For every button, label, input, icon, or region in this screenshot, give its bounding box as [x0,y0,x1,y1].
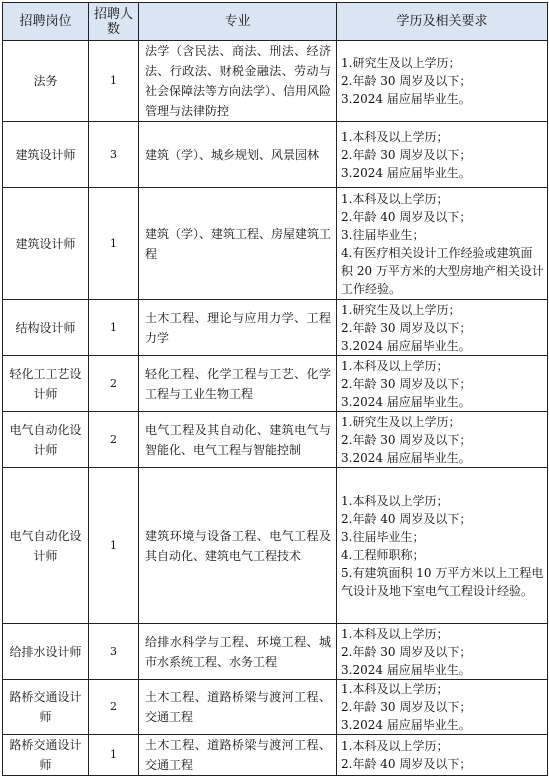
cell-position: 法务 [3,41,89,122]
requirement-item: 2.年龄 30 周岁及以下； [341,147,472,162]
cell-major: 建筑（学）、建筑工程、房屋建筑工程 [139,188,337,300]
cell-position: 轻化工工艺设计师 [3,356,89,412]
cell-requirements [337,188,548,300]
requirement-item: 3.2024 届应届毕业生。 [341,450,471,465]
table-row [3,188,548,300]
table-header [3,3,548,41]
requirement-item: 1.本科及以上学历； [341,493,449,508]
document-page [2,2,547,776]
recruitment-table [2,2,548,776]
cell-major: 土木工程、理论与应用力学、工程力学 [139,300,337,356]
cell-major: 土木工程、道路桥梁与渡河工程、交通工程 [139,680,337,735]
requirement-item: 1.研究生及以上学历； [341,302,461,317]
requirement-item: 3.2024 届应届毕业生。 [341,338,471,353]
requirement-item: 1.本科及以上学历； [341,129,449,144]
requirement-item: 3.2024 届应届毕业生。 [341,165,471,180]
table-row [3,468,548,624]
requirement-item: 4.工程师职称； [341,547,425,562]
cell-major: 土木工程、道路桥梁与渡河工程、交通工程 [139,735,337,776]
cell-position: 结构设计师 [3,300,89,356]
cell-position: 电气自动化设计师 [3,412,89,468]
cell-requirements [337,300,548,356]
table-row [3,356,548,412]
cell-position: 电气自动化设计师 [3,468,89,624]
requirement-item: 2.年龄 30 周岁及以下； [341,74,472,88]
cell-major: 给排水科学与工程、环境工程、城市水系统工程、水务工程 [139,624,337,680]
cell-count: 2 [89,412,139,468]
requirement-item: 2.年龄 40 周岁及以下； [341,511,472,526]
table-row [3,122,548,188]
requirement-item: 3.2024 届应届毕业生。 [341,662,471,677]
requirement-item: 2.年龄 30 周岁及以下； [341,320,472,335]
cell-requirements [337,468,548,624]
table-row [3,624,548,680]
cell-position: 路桥交通设计师 [3,680,89,735]
cell-count: 2 [89,680,139,735]
header-row [3,3,548,41]
requirement-item: 1.本科及以上学历； [341,626,449,641]
requirement-item: 1.本科及以上学历； [341,739,449,753]
table-row [3,41,548,122]
table-row [3,300,548,356]
header-major: 专业 [139,3,337,41]
table-row [3,680,548,735]
cell-position: 给排水设计师 [3,624,89,680]
cell-major: 法学（含民法、商法、刑法、经济法、行政法、财税金融法、劳动与社会保障法等方向法学）、信用风险管理与法律防控 [139,41,337,122]
requirement-item: 3.2024 届应届毕业生。 [341,394,471,409]
requirement-item: 2.年龄 30 周岁及以下； [341,432,472,447]
cell-position: 建筑设计师 [3,188,89,300]
cell-count: 1 [89,300,139,356]
requirement-item: 3.2024 届应届毕业生。 [341,718,471,732]
header-count: 招聘人数 [89,3,139,41]
cell-requirements [337,412,548,468]
requirement-item: 4.有医疗相关设计工作经验或建筑面积 20 万平方米的大型房地产相关设计工作经验。 [341,245,544,296]
header-position: 招聘岗位 [3,3,89,41]
cell-count: 1 [89,41,139,122]
cell-requirements [337,122,548,188]
cell-count: 1 [89,468,139,624]
cell-count: 2 [89,356,139,412]
cell-count: 1 [89,735,139,776]
cell-major: 建筑环境与设备工程、电气工程及其自动化、建筑电气工程技术 [139,468,337,624]
cell-count: 1 [89,188,139,300]
cell-position: 路桥交通设计师 [3,735,89,776]
requirement-item: 2.年龄 30 周岁及以下； [341,700,472,714]
cell-requirements [337,735,548,776]
cell-position: 建筑设计师 [3,122,89,188]
cell-requirements [337,624,548,680]
table-body [3,41,548,776]
cell-requirements [337,356,548,412]
requirement-item: 3.往届毕业生； [341,529,425,544]
cell-count: 3 [89,624,139,680]
cell-requirements [337,680,548,735]
table-row [3,412,548,468]
requirement-item: 2.年龄 30 周岁及以下； [341,376,472,391]
requirement-item: 1.本科及以上学历； [341,191,449,206]
requirement-item: 1.本科及以上学历； [341,682,449,696]
requirement-item: 2.年龄 40 周岁及以下； [341,757,472,771]
requirement-item: 5.有建筑面积 10 万平方米以上工程电气设计及地下室电气工程设计经验。 [341,565,544,598]
requirement-item: 2.年龄 30 周岁及以下； [341,644,472,659]
requirement-item: 3.2024 届应届毕业生。 [341,92,471,106]
cell-requirements [337,41,548,122]
cell-count: 3 [89,122,139,188]
cell-major: 电气工程及其自动化、建筑电气与智能化、电气工程与智能控制 [139,412,337,468]
requirement-item: 3.往届毕业生； [341,227,425,242]
table-row [3,735,548,776]
cell-major: 轻化工程、化学工程与工艺、化学工程与工业生物工程 [139,356,337,412]
header-requirements: 学历及相关要求 [337,3,548,41]
requirement-item: 1.研究生及以上学历； [341,414,461,429]
requirement-item: 1.本科及以上学历； [341,358,449,373]
requirement-item: 2.年龄 40 周岁及以下； [341,209,472,224]
cell-major: 建筑（学）、城乡规划、风景园林 [139,122,337,188]
requirement-item: 1.研究生及以上学历； [341,56,461,70]
